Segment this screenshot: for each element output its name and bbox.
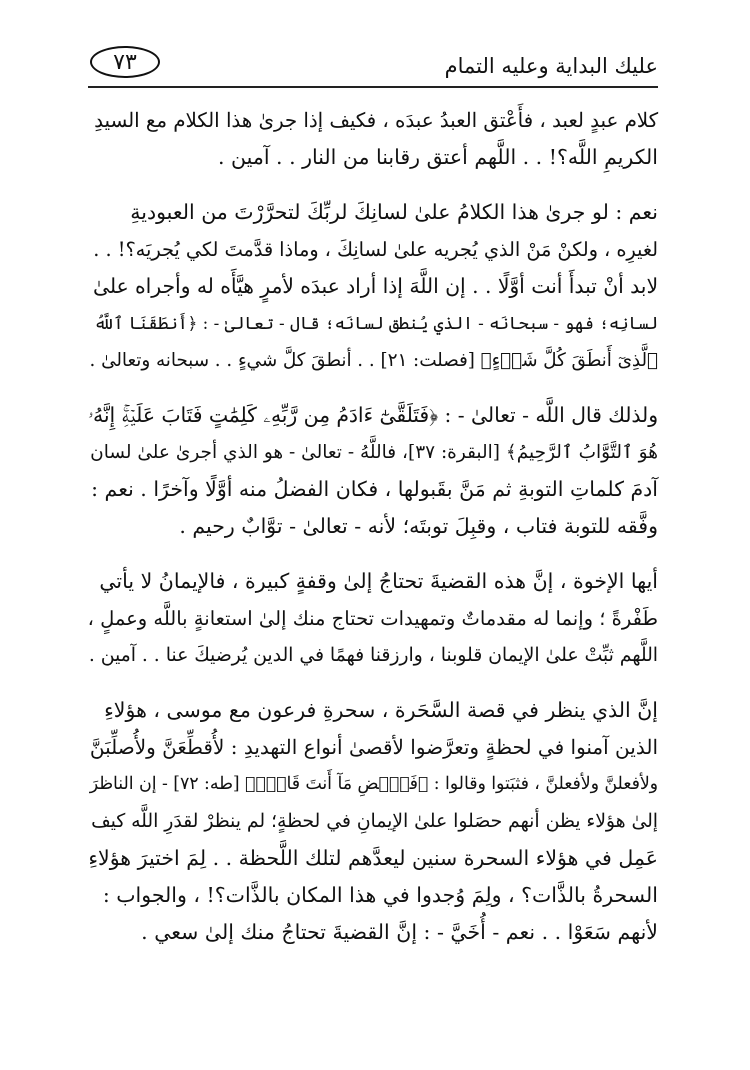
text-line: إلىٰ هؤلاء يظن أنهم حصَلوا علىٰ الإيمانِ في لحظةٍ؛ لم ينظرْ لقدَرِ اللَّه كيف <box>91 811 658 832</box>
text-line: عَمِل في هؤلاء السحرة سنين ليعدَّهم لتلك اللَّحظة . . لِمَ اختيرَ هؤلاءِ <box>88 846 658 870</box>
text-line: وفَّقه للتوبة فتاب ، وقبِلَ توبتَه؛ لأنه - تعالىٰ - توَّابٌ رحيم . <box>179 514 658 538</box>
page-number: ٧٣ <box>90 46 160 78</box>
text-line-with-quran: ٱلَّذِىٓ أَنطَقَ كُلَّ شَىۡءٍ﴾ [فصلت: ٢١] . . أنطقَ كلَّ شيءٍ . . سبحانه وتعالىٰ . <box>89 350 658 371</box>
paragraph-3 <box>88 397 658 545</box>
text-line: آدمَ كلماتِ التوبةِ ثم مَنَّ بقَبولها ، فكان الفضلُ منه أوَّلًا وآخرًا . نعم : <box>91 477 658 501</box>
text-line-with-quran: ولأفعلنَّ ولأفعلنَّ ، فثبَتوا وقالوا : ﴿فَٱقۡضِ مَآ أَنتَ قَاضٍۖ﴾ [طه: ٧٢] - إن الناظرَ <box>89 774 658 794</box>
paragraph-5 <box>88 692 658 951</box>
text-line: طَفْرةً ؛ وإنما له مقدماتٌ وتمهيدات تحتاج منك إلىٰ استعانةٍ باللَّه وعملٍ ، <box>87 607 658 630</box>
text-line: لابد أنْ تبدأَ أنت أوَّلًا . . إن اللَّهَ إذا أراد عبدَه لأمرٍ هيَّأَه له وأجراه علىٰ <box>92 274 658 298</box>
body-text <box>88 102 658 951</box>
running-title: عليك البداية وعليه التمام <box>444 54 658 78</box>
paragraph-4 <box>88 563 658 674</box>
text-line: أيها الإخوة ، إنَّ هذه القضيةَ تحتاجُ إلىٰ وقفةٍ كبيرة ، فالإيمانُ لا يأتي <box>99 569 658 593</box>
text-line-with-quran: ولذلك قال اللَّه - تعالىٰ - : ﴿فَتَلَقَّىٰٓ ءَادَمُ مِن رَّبِّهِۦ كَلِمَٰتٍ فَتَابَ عَلَيۡهِۚ إِنَّهُۥ <box>87 403 658 427</box>
text-line: اللَّهم ثبِّتْ علىٰ الإيمان قلوبنا ، وارزقنا فهمًا في الدين يُرضيكَ عنا . . آمين . <box>88 645 658 666</box>
text-line-with-quran: لسانِه؛ فهو - سبحانَه - الذي يُنطق لسانَه؛ قال - تعالىٰ - : ﴿أَنطَقَنَا ٱللَّهُ <box>93 313 658 333</box>
text-line: الذين آمنوا في لحظةٍ وتعرَّضوا لأقصىٰ أنواع التهديدِ : لأُقطِّعَنَّ ولأُصلِّبَنَّ <box>89 735 658 759</box>
text-line: إنَّ الذي ينظر في قصة السَّحَرة ، سحرةِ فرعون مع موسى ، هؤلاءِ <box>104 698 658 722</box>
text-line-with-quran: هُوَ ٱلتَّوَّابُ ٱلرَّحِيمُ﴾ [البقرة: ٣٧]، فاللَّهُ - تعالىٰ - هو الذي أجرىٰ علىٰ لسان <box>90 442 658 463</box>
text-line: الكريمِ اللَّه؟! . . اللَّهم أعتق رقابنا من النار . . آمين . <box>218 145 658 169</box>
text-line: نعم : لو جرىٰ هذا الكلامُ علىٰ لسانِكَ لربِّكَ لتحرَّرْتَ من العبوديةِ <box>130 200 658 224</box>
header-rule <box>88 86 658 88</box>
text-line: كلام عبدٍ لعبد ، فأَعْتق العبدُ عبدَه ، فكيف إذا جرىٰ هذا الكلام مع السيدِ <box>94 109 658 132</box>
text-line: لأنهم سَعَوْا . . نعم - أُخَيَّ - : إنَّ القضيةَ تحتاجُ منك إلىٰ سعي . <box>141 920 658 944</box>
text-line: لغيرِه ، ولكنْ مَنْ الذي يُجريه علىٰ لسانِكَ ، وماذا قدَّمتَ لكي يُجريَه؟! . . <box>93 238 658 261</box>
page-header <box>88 42 658 88</box>
paragraph-1 <box>88 102 658 176</box>
paragraph-2 <box>88 194 658 379</box>
text-line: السحرةُ بالذَّات؟ ، ولِمَ وُجدوا في هذا المكان بالذَّات؟! ، والجواب : <box>102 883 658 907</box>
